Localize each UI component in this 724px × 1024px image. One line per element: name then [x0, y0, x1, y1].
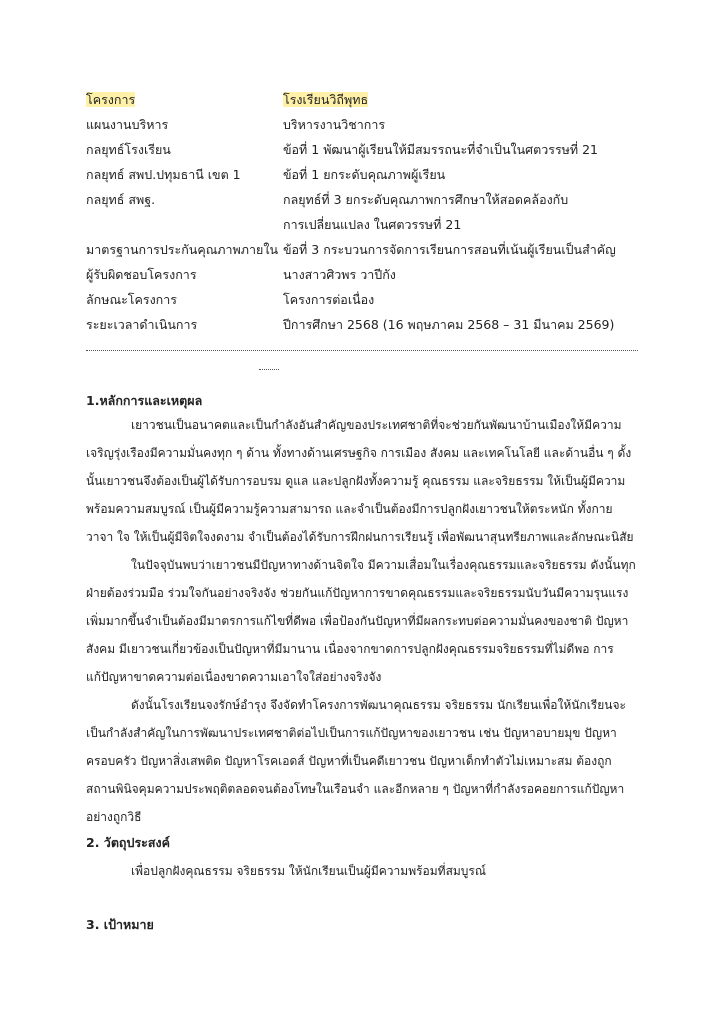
obec-strategy-cont-label [86, 212, 283, 237]
paragraph-line: เป็นกำลังสำคัญในการพัฒนาประเทศชาติต่อไปเป็นการแก้ปัญหาของเยาวชน เช่น ปัญหาอบายมุข ปัญหา [86, 726, 617, 740]
obec-strategy-cont-value: การเปลี่ยนแปลง ในศตวรรษที่ 21 [283, 217, 462, 232]
project-type-label: ลักษณะโครงการ [86, 292, 177, 307]
info-row-responsible [86, 262, 646, 287]
dotted-divider [86, 350, 638, 351]
info-row-obec-strategy-cont [86, 212, 646, 237]
project-info-table [86, 87, 646, 337]
paragraph-line: สถานพินิจคุมความประพฤติตลอดจนต้องโทษในเรือนจำ และอีกหลาย ๆ ปัญหาที่กำลังรอคอยการแก้ปัญหา [86, 782, 625, 796]
paragraph-line: นั้นเยาวชนจึงต้องเป็นผู้ได้รับการอบรม ดูแล และปลูกฝังทั้งความรู้ คุณธรรม และจริยธรรม ให้เป็นผู้มีความ [86, 474, 626, 488]
responsible-label: ผู้รับผิดชอบโครงการ [86, 267, 197, 282]
paragraph-line: ฝ่ายต้องร่วมมือ ร่วมใจกันอย่างจริงจัง ช่วยกันแก้ปัญหาการขาดคุณธรรมและจริยธรรมนับวันมีความรุนแรง [86, 586, 629, 600]
paragraph-line: ในปัจจุบันพบว่าเยาวชนมีปัญหาทางด้านจิตใจ มีความเสื่อมในเรื่องคุณธรรมและจริยธรรม ดังนั้นทุก [131, 558, 636, 572]
paragraph-line: เพื่อปลูกฝังคุณธรรม จริยธรรม ให้นักเรียนเป็นผู้มีความพร้อมที่สมบูรณ์ [131, 864, 487, 878]
dotted-divider-short [259, 369, 279, 370]
area-strategy-value: ข้อที่ 1 ยกระดับคุณภาพผู้เรียน [283, 167, 446, 182]
area-strategy-label: กลยุทธ์ สพป.ปทุมธานี เขต 1 [86, 167, 241, 182]
paragraph-line: เยาวชนเป็นอนาคตและเป็นกำลังอันสำคัญของประเทศชาติที่จะช่วยกันพัฒนาบ้านเมืองให้มีความ [131, 418, 622, 432]
quality-standard-value: ข้อที่ 3 กระบวนการจัดการเรียนการสอนที่เน้นผู้เรียนเป็นสำคัญ [283, 242, 616, 257]
paragraph-line: อย่างถูกวิธี [86, 810, 142, 824]
quality-standard-label: มาตรฐานการประกันคุณภาพภายใน [86, 242, 279, 257]
info-row-plan [86, 112, 646, 137]
info-row-quality-standard [86, 237, 646, 262]
school-strategy-value: ข้อที่ 1 พัฒนาผู้เรียนให้มีสมรรถนะที่จำเป็นในศตวรรษที่ 21 [283, 142, 599, 157]
project-name: โรงเรียนวิถีพุทธ [283, 92, 369, 107]
section-3-heading: 3. เป้าหมาย [86, 917, 154, 932]
info-row-project-type [86, 287, 646, 312]
obec-strategy-label: กลยุทธ์ สพฐ. [86, 192, 156, 207]
paragraph-line: สังคม มีเยาวชนเกี่ยวข้องเป็นปัญหาที่มีมานาน เนื่องจากขาดการปลูกฝังคุณธรรมจริยธรรมที่ไม่ดีพอ การ [86, 642, 614, 656]
paragraph-line: เพิ่มมากขึ้นจำเป็นต้องมีมาตรการแก้ไขที่ดีพอ เพื่อป้องกันปัญหาที่มีผลกระทบต่อความมั่นคงของชาติ ปัญหา [86, 614, 629, 628]
duration-label: ระยะเวลาดำเนินการ [86, 317, 198, 332]
paragraph-line: วาจา ใจ ให้เป็นผู้มีจิตใจงดงาม จำเป็นต้องได้รับการฝึกฝนการเรียนรู้ เพื่อพัฒนาสุนทรียภาพและลักษณะนิสัย [86, 530, 634, 544]
info-row-area-strategy [86, 162, 646, 187]
responsible-value: นางสาวศิวพร วาปีกัง [283, 267, 396, 282]
duration-value: ปีการศึกษา 2568 (16 พฤษภาคม 2568 – 31 มีนาคม 2569) [283, 317, 615, 332]
plan-value: บริหารงานวิชาการ [283, 117, 386, 132]
project-label: โครงการ [86, 92, 136, 107]
paragraph-line: พร้อมความสมบูรณ์ เป็นผู้มีความรู้ความสามารถ และจำเป็นต้องมีการปลูกฝังเยาวชนให้ตระหนัก ทั้งกาย [86, 502, 613, 516]
paragraph-line: ครอบครัว ปัญหาสิ่งเสพติด ปัญหาโรคเอดส์ ปัญหาที่เป็นคดีเยาวชน ปัญหาเด็กทำตัวไม่เหมาะสม ต้องถูก [86, 754, 612, 768]
project-type-value: โครงการต่อเนื่อง [283, 292, 375, 307]
plan-label: แผนงานบริหาร [86, 117, 169, 132]
paragraph-line: เจริญรุ่งเรืองมีความมั่นคงทุก ๆ ด้าน ทั้งทางด้านเศรษฐกิจ การเมือง สังคม และเทคโนโลยี และด้านอื่น ๆ ดั้ง [86, 446, 632, 460]
obec-strategy-value: กลยุทธ์ที่ 3 ยกระดับคุณภาพการศึกษาให้สอดคล้องกับ [283, 192, 569, 207]
section-2-heading: 2. วัตถุประสงค์ [86, 835, 170, 850]
info-row-school-strategy [86, 137, 646, 162]
section-1-heading: 1.หลักการและเหตุผล [86, 393, 203, 408]
info-row-duration [86, 312, 646, 337]
paragraph-line: แก้ปัญหาขาดความต่อเนื่องขาดความเอาใจใส่อย่างจริงจัง [86, 670, 382, 684]
info-row-project [86, 87, 646, 112]
school-strategy-label: กลยุทธ์โรงเรียน [86, 142, 171, 157]
info-row-obec-strategy [86, 187, 646, 212]
paragraph-line: ดังนั้นโรงเรียนจงรักษ์อำรุง จึงจัดทำโครงการพัฒนาคุณธรรม จริยธรรม นักเรียนเพื่อให้นักเรียนจะ [131, 698, 626, 712]
